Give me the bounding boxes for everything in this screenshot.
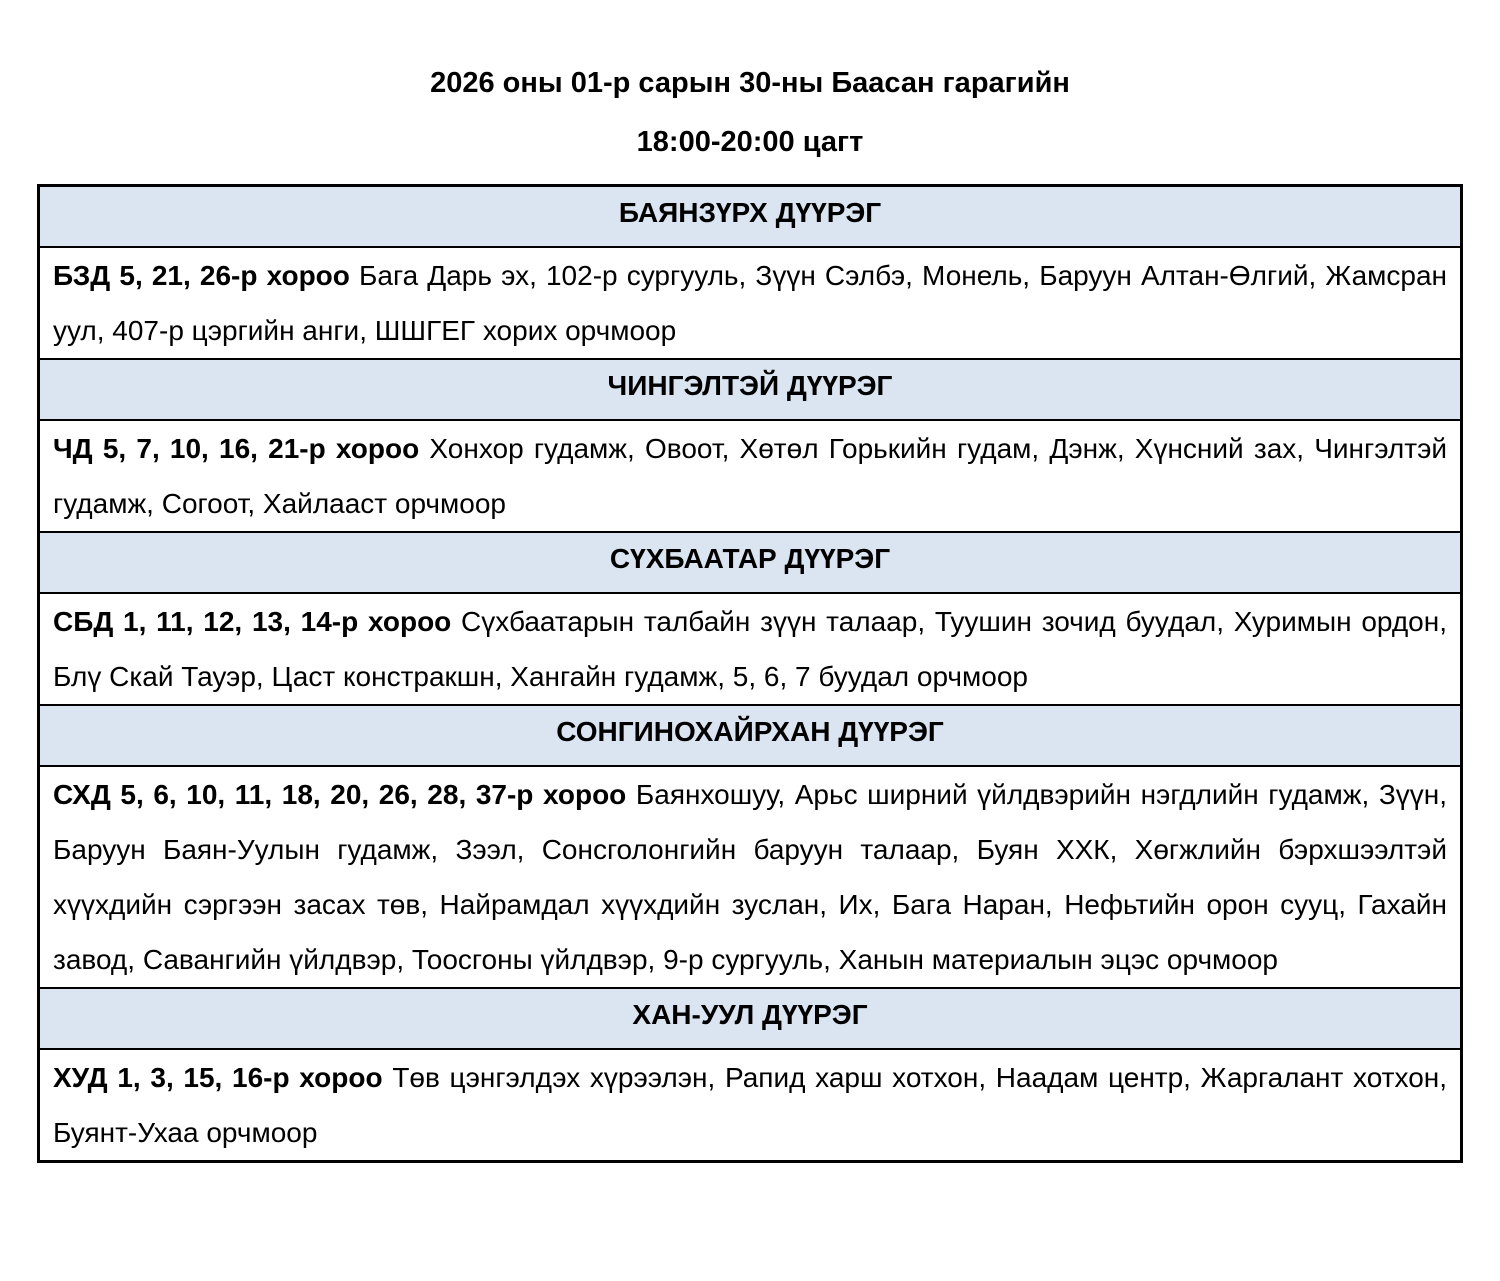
district-areas-row (39, 1049, 1462, 1162)
district-header-row (39, 186, 1462, 248)
document-title (0, 0, 1500, 172)
district-header-songinokhairkhan: СОНГИНОХАЙРХАН ДҮҮРЭГ (39, 705, 1462, 766)
district-header-row (39, 705, 1462, 766)
outage-schedule-table (37, 184, 1463, 1163)
district-header-bayanzurkh: БАЯНЗҮРХ ДҮҮРЭГ (39, 186, 1462, 248)
title-line-date: 2026 оны 01-р сарын 30-ны Баасан гарагийн (430, 67, 1070, 99)
areas-cell-bayanzurkh (39, 247, 1462, 359)
areas-cell-khan-uul (39, 1049, 1462, 1162)
district-areas-row (39, 766, 1462, 988)
areas-text: Хонхор гудамж, Овоот, Хөтөл Горькийн гудам, Дэнж, Хүнсний зах, Чингэлтэй гудамж, Согоот, Хайлааст орчмоор (53, 433, 1447, 519)
district-header-row (39, 532, 1462, 593)
areas-cell-chingeltei (39, 420, 1462, 532)
areas-text: Бага Дарь эх, 102-р сургууль, Зүүн Сэлбэ, Монель, Баруун Алтан-Өлгий, Жамсран уул, 407-р цэргийн анги, ШШГЕГ хорих орчмоор (53, 260, 1447, 346)
district-areas-row (39, 247, 1462, 359)
khoroo-label: СБД 1, 11, 12, 13, 14-р хороо (53, 606, 452, 637)
district-header-sukhbaatar: СҮХБААТАР ДҮҮРЭГ (39, 532, 1462, 593)
khoroo-label: СХД 5, 6, 10, 11, 18, 20, 26, 28, 37-р хороо (53, 779, 627, 810)
district-header-row (39, 988, 1462, 1049)
areas-cell-songinokhairkhan (39, 766, 1462, 988)
district-areas-row (39, 420, 1462, 532)
khoroo-label: ЧД 5, 7, 10, 16, 21-р хороо (53, 433, 420, 464)
district-areas-row (39, 593, 1462, 705)
khoroo-label: ХУД 1, 3, 15, 16-р хороо (53, 1062, 383, 1093)
areas-text: Төв цэнгэлдэх хүрээлэн, Рапид харш хотхон, Наадам центр, Жаргалант хотхон, Буянт-Ухаа орчмоор (53, 1062, 1448, 1148)
district-header-khan-uul: ХАН-УУЛ ДҮҮРЭГ (39, 988, 1462, 1049)
areas-text: Сүхбаатарын талбайн зүүн талаар, Туушин зочид буудал, Хуримын ордон, Блү Скай Тауэр, Цаст констракшн, Хангайн гудамж, 5, 6, 7 буудал орчмоор (53, 606, 1447, 692)
district-header-chingeltei: ЧИНГЭЛТЭЙ ДҮҮРЭГ (39, 359, 1462, 420)
title-line-time: 18:00-20:00 цагт (636, 126, 864, 158)
district-header-row (39, 359, 1462, 420)
khoroo-label: БЗД 5, 21, 26-р хороо (53, 260, 350, 291)
areas-cell-sukhbaatar (39, 593, 1462, 705)
areas-text: Баянхошуу, Арьс ширний үйлдвэрийн нэгдлийн гудамж, Зүүн, Баруун Баян-Уулын гудамж, Зээл, Сонсголонгийн баруун талаар, Буян ХХК, Хөгжлийн бэрхшээлтэй хүүхдийн сэргээн засах төв, Найрамдал хүүхдийн зуслан, Их, Бага Наран, Нефьтийн орон сууц, Гахайн завод, Савангийн үйлдвэр, Тоосгоны үйлдвэр, 9-р сургууль, Ханын материалын эцэс орчмоор (53, 779, 1447, 975)
